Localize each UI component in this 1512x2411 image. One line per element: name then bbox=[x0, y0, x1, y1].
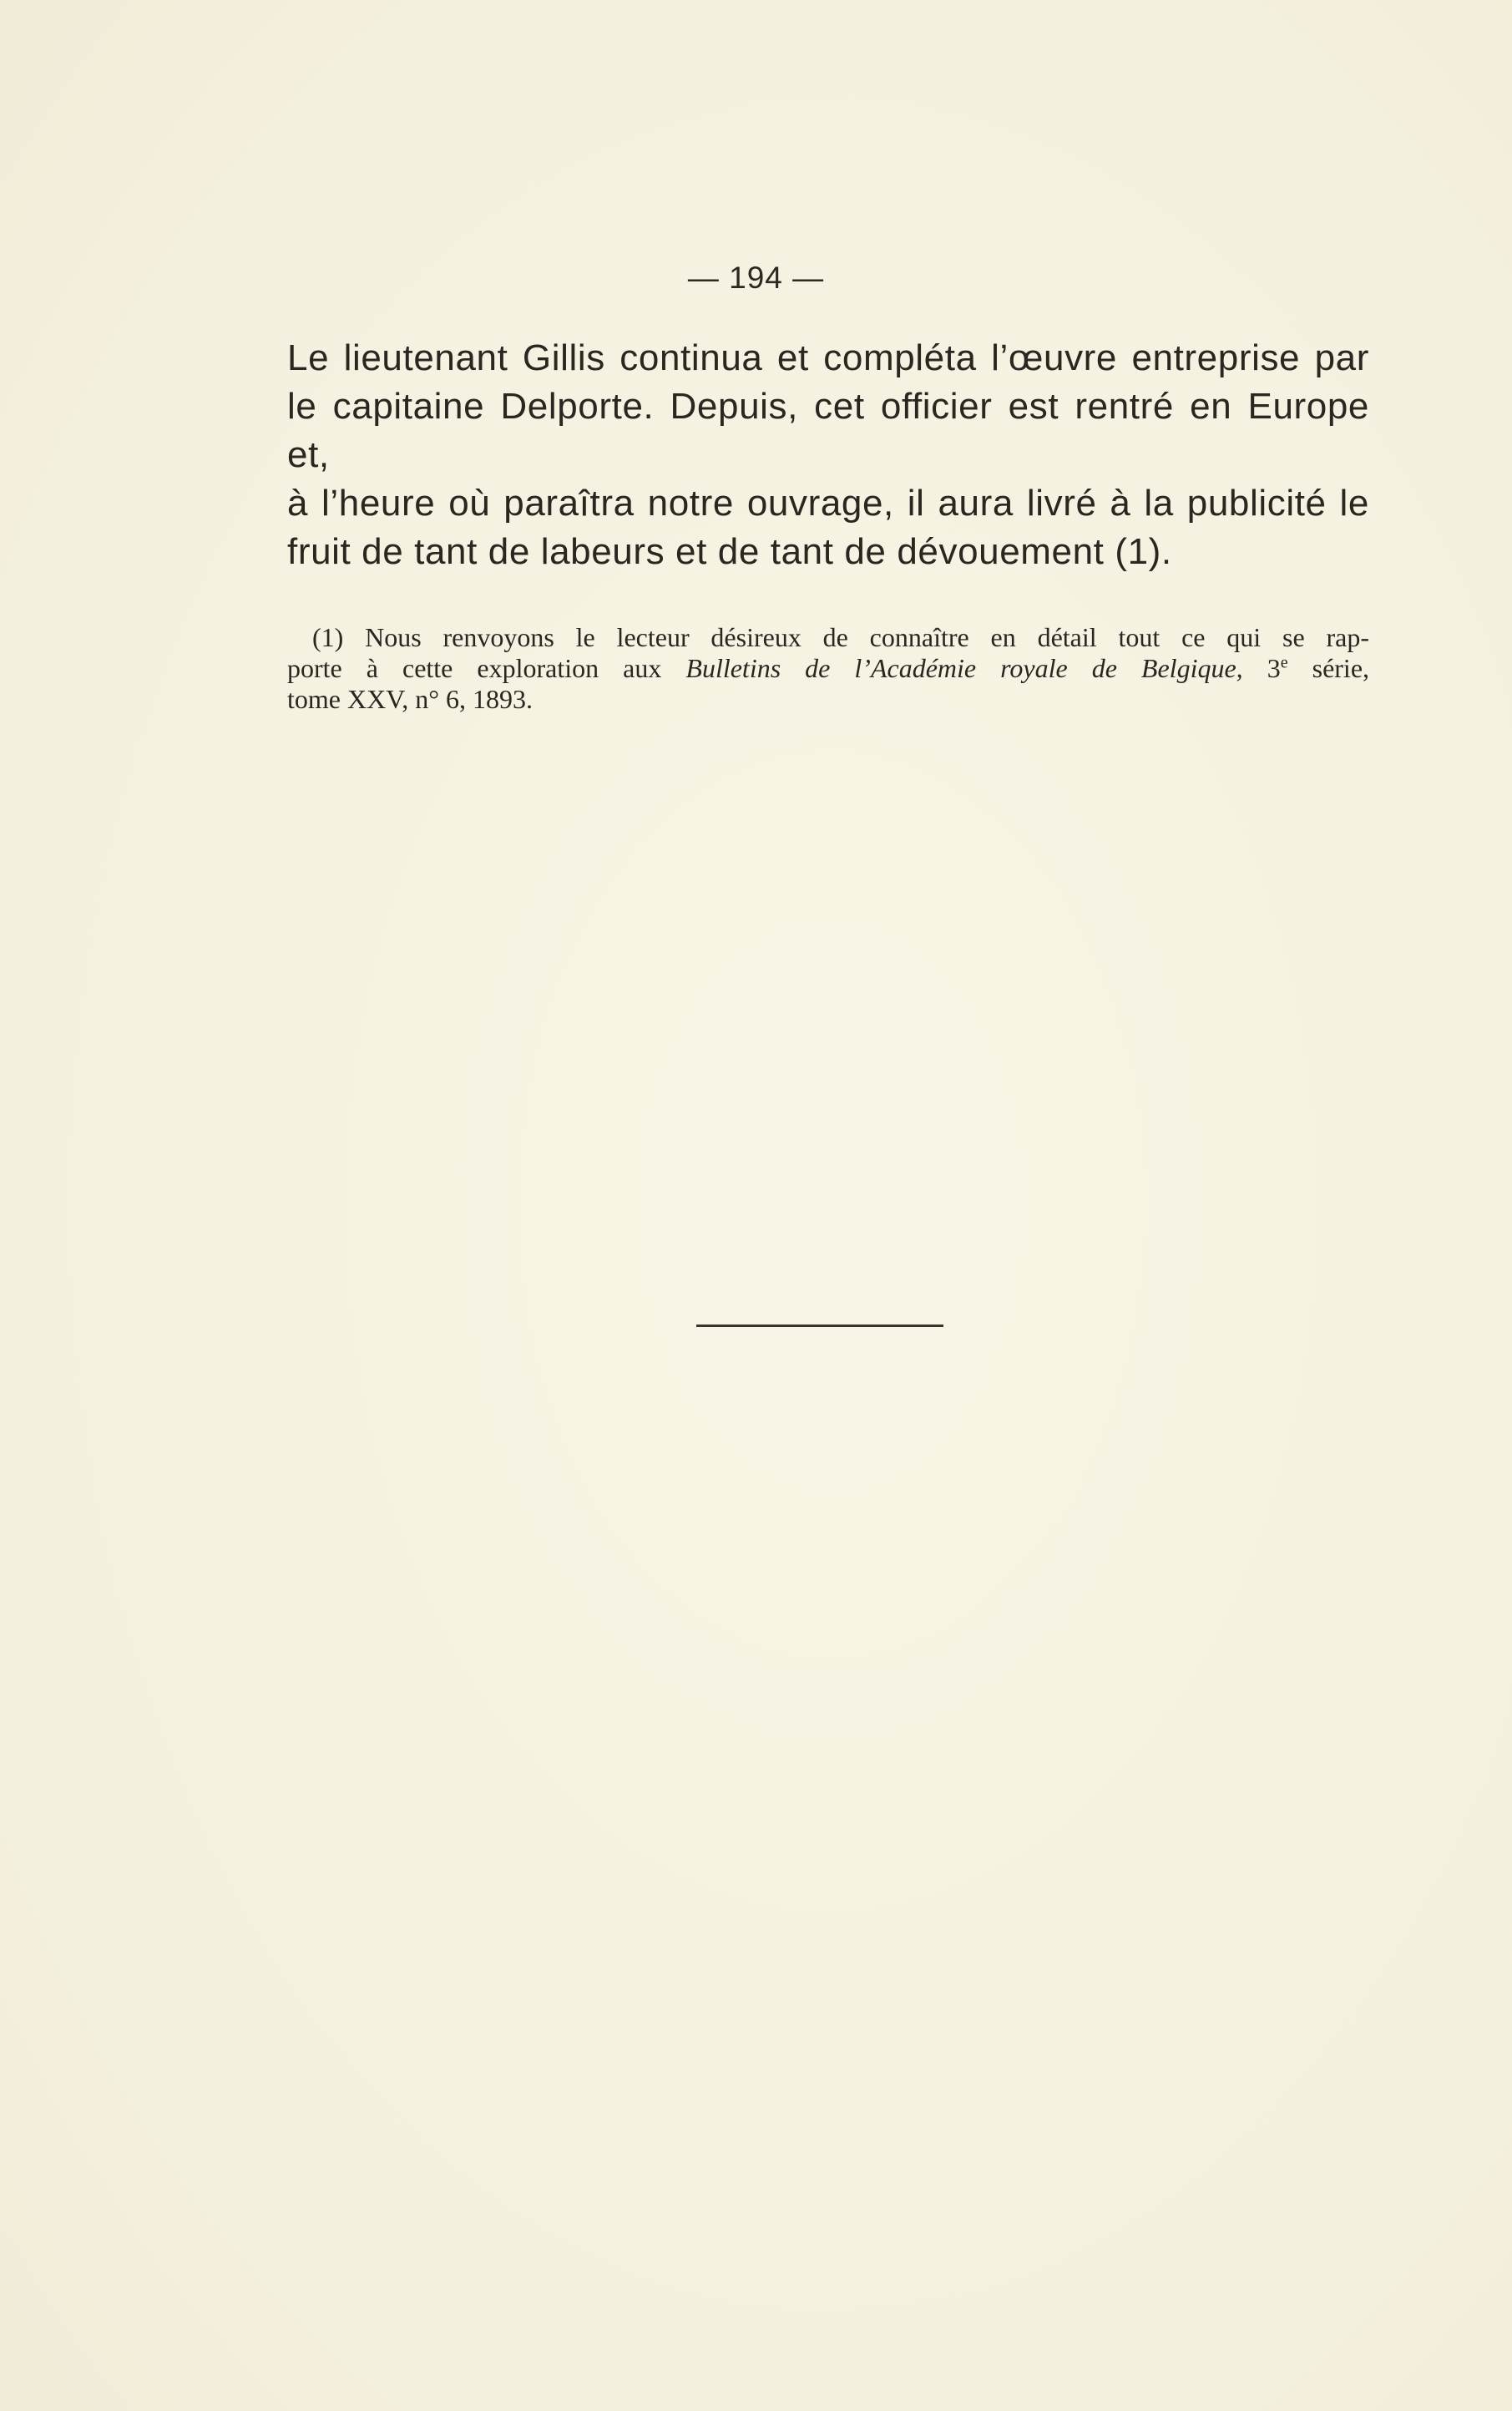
footnote-text: série, bbox=[1287, 653, 1370, 683]
footnote-superscript: e bbox=[1280, 653, 1288, 672]
footnote-publication-title: Bulletins de l’Académie royale de Belgique, bbox=[685, 653, 1243, 683]
footnote bbox=[287, 622, 1369, 715]
footnote-line: (1) Nous renvoyons le lecteur désireux de connaître en détail tout ce qui se rap- bbox=[312, 622, 1369, 652]
footnote-line: tome XXV, n° 6, 1893. bbox=[287, 684, 533, 714]
end-rule-divider bbox=[696, 1325, 943, 1327]
footnote-text: 3 bbox=[1242, 653, 1281, 683]
page-number: — 194 — bbox=[687, 261, 825, 295]
body-line: Le lieutenant Gillis continua et compléta l’œuvre entreprise par bbox=[287, 337, 1369, 378]
footnote-text: porte à cette exploration aux bbox=[287, 653, 686, 683]
body-line: à l’heure où paraîtra notre ouvrage, il aura livré à la publicité le bbox=[287, 483, 1369, 524]
body-paragraph bbox=[287, 334, 1369, 576]
footnote-line bbox=[287, 653, 1369, 684]
body-line: le capitaine Delporte. Depuis, cet officier est rentré en Europe et, bbox=[287, 386, 1369, 475]
body-line: fruit de tant de labeurs et de tant de dévouement (1). bbox=[287, 531, 1172, 572]
